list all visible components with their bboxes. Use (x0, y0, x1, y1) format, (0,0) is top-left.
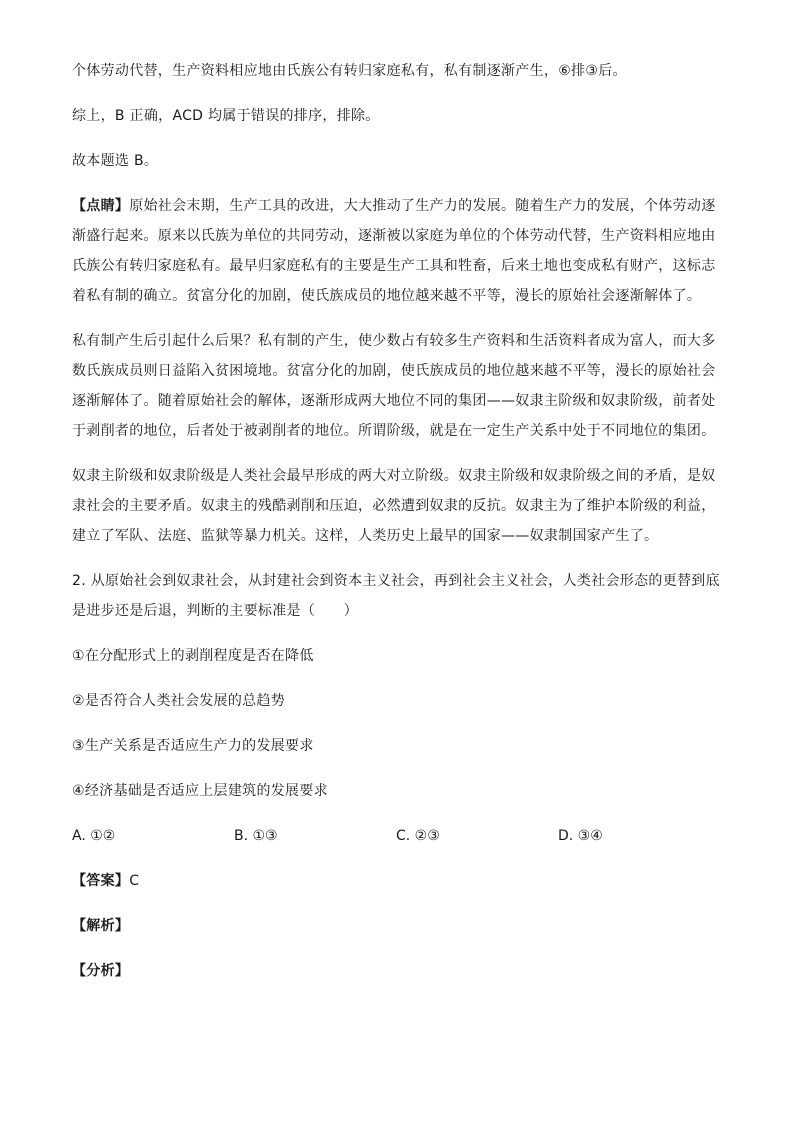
question-item-3: ③生产关系是否适应生产力的发展要求 (72, 738, 314, 754)
question-item-2: ②是否符合人类社会发展的总趋势 (72, 693, 286, 709)
analysis-heading: 【解析】 (72, 918, 130, 934)
answer-value: C (129, 873, 140, 889)
option-a: A. ①② (72, 828, 116, 844)
tip-paragraph (72, 191, 722, 311)
paragraph-5: 私有制产生后引起什么后果？私有制的产生，使少数占有较多生产资料和生活资料者成为富人，而大多数氏族成员则日益陷入贫困境地。贫富分化的加剧，使氏族成员的地位越来越不平等，漫长的原始社会逐渐解体了。随着原始社会的解体，逐渐形成两大地位不同的集团——奴隶主阶级和奴隶阶级，前者处于剥削者的地位，后者处于被剥削者的地位。所谓阶级，就是在一定生产关系中处于不同地位的集团。 (72, 333, 716, 439)
option-d: D. ③④ (558, 828, 603, 844)
option-b: B. ①③ (234, 828, 278, 844)
answer-options (72, 821, 722, 851)
question-item-4: ④经济基础是否适应上层建筑的发展要求 (72, 783, 328, 799)
question-item-1: ①在分配形式上的剥削程度是否在降低 (72, 648, 314, 664)
question-stem: 2. 从原始社会到奴隶社会，从封建社会到资本主义社会，再到社会主义社会，人类社会形态的更替到底是进步还是后退，判断的主要标准是（ ） (72, 573, 720, 619)
paragraph-6: 奴隶主阶级和奴隶阶级是人类社会最早形成的两大对立阶级。奴隶主阶级和奴隶阶级之间的矛盾，是奴隶社会的主要矛盾。奴隶主的残酷剥削和压迫，必然遭到奴隶的反抗。奴隶主为了维护本阶级的利益，建立了军队、法庭、监狱等暴力机关。这样，人类历史上最早的国家——奴隶制国家产生了。 (72, 468, 716, 544)
answer-line (72, 866, 722, 896)
paragraph-2: 综上，B 正确，ACD 均属于错误的排序，排除。 (72, 108, 380, 124)
tip-body: 原始社会末期，生产工具的改进，大大推动了生产力的发展。随着生产力的发展，个体劳动逐渐盛行起来。原来以氏族为单位的共同劳动，逐渐被以家庭为单位的个体劳动代替，生产资料相应地由氏族公有转归家庭私有。最早归家庭私有的主要是生产工具和牲畜，后来土地也变成私有财产，这标志着私有制的确立。贫富分化的加剧，使氏族成员的地位越来越不平等，漫长的原始社会逐渐解体了。 (72, 198, 716, 304)
option-c: C. ②③ (396, 828, 440, 844)
document-page (72, 56, 722, 1001)
analysis-sub-heading: 【分析】 (72, 963, 130, 979)
paragraph-3: 故本题选 B。 (72, 153, 159, 169)
tip-tag: 【点睛】 (72, 198, 130, 214)
answer-tag: 【答案】 (72, 873, 130, 889)
paragraph-1: 个体劳动代替，生产资料相应地由氏族公有转归家庭私有，私有制逐渐产生，⑥排③后。 (72, 63, 627, 79)
